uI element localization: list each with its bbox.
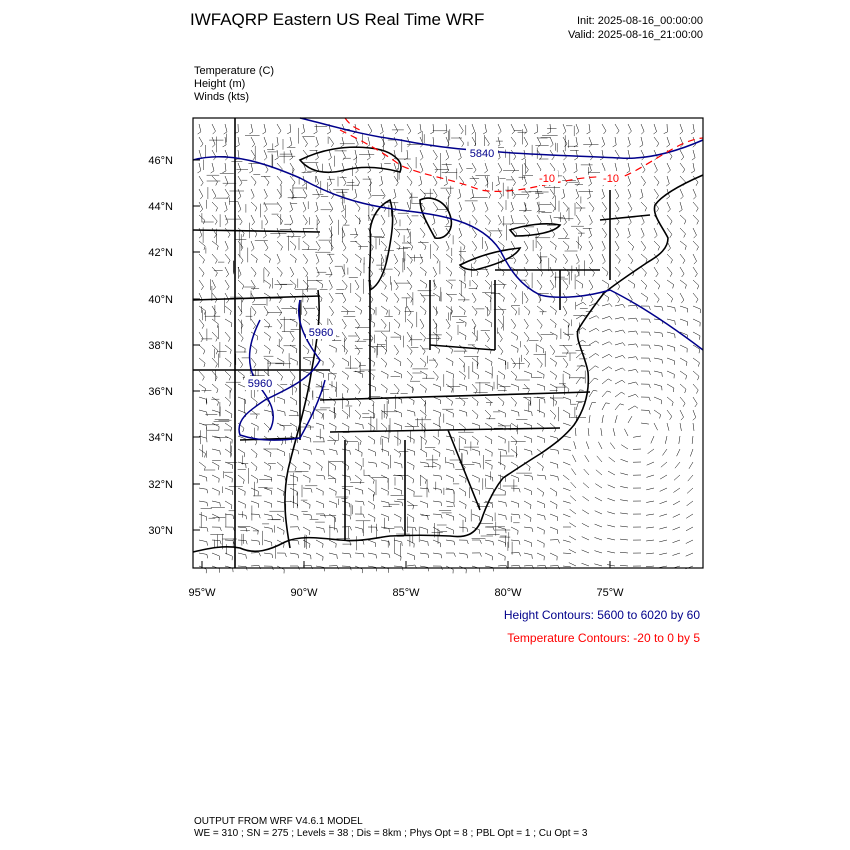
field-height: Height (m): [194, 78, 246, 90]
model-config: WE = 310 ; SN = 275 ; Levels = 38 ; Dis = 8km ; Phys Opt = 8 ; PBL Opt = 1 ; Cu Opt = 3: [194, 828, 588, 839]
lat-label-38: 38°N: [148, 340, 173, 352]
height-contour-5840: [300, 118, 703, 158]
great-lakes-michigan: [369, 200, 392, 290]
lat-label-34: 34°N: [148, 432, 173, 444]
lat-label-46: 46°N: [148, 155, 173, 167]
height-label-5840: 5840: [469, 148, 495, 160]
model-version: OUTPUT FROM WRF V4.6.1 MODEL: [194, 816, 363, 827]
lon-label-95: 95°W: [188, 587, 216, 599]
county-boundary-texture: [201, 125, 601, 559]
lat-label-42: 42°N: [148, 247, 173, 259]
lat-label-30: 30°N: [148, 525, 173, 537]
border-line-2: [235, 118, 610, 568]
height-label-5960-b: 5960: [247, 378, 273, 390]
wind-barbs: [198, 124, 701, 573]
lat-label-44: 44°N: [148, 201, 173, 213]
lat-label-36: 36°N: [148, 386, 173, 398]
latitude-axis: [193, 160, 200, 530]
legend-height-contours: Height Contours: 5600 to 6020 by 60: [503, 608, 700, 622]
valid-time: Valid: 2025-08-16_21:00:00: [568, 29, 703, 41]
lon-label-80: 80°W: [494, 587, 522, 599]
great-lakes-ontario: [510, 224, 560, 236]
longitude-axis: [202, 561, 610, 568]
height-contour-5900: [193, 157, 703, 350]
chart-title: IWFAQRP Eastern US Real Time WRF: [190, 10, 485, 29]
height-label-5960-a: 5960: [308, 327, 334, 339]
temp-contour-minus10-b: [345, 118, 360, 130]
lon-label-75: 75°W: [596, 587, 624, 599]
temp-label-minus10-b: -10: [603, 173, 619, 185]
great-lakes-erie: [460, 248, 520, 270]
border-line-1: [193, 215, 650, 510]
lon-label-85: 85°W: [392, 587, 420, 599]
field-winds: Winds (kts): [194, 91, 249, 103]
wind-barb-field: [198, 124, 701, 573]
atlantic-gulf-coastline: [481, 175, 703, 521]
model-info-footer: [194, 816, 587, 840]
lon-label-90: 90°W: [290, 587, 318, 599]
temperature-contours: [340, 118, 703, 191]
lat-label-40: 40°N: [148, 294, 173, 306]
great-lakes-superior: [300, 147, 401, 172]
field-temperature: Temperature (C): [194, 65, 275, 77]
init-time: Init: 2025-08-16_00:00:00: [577, 15, 703, 27]
county-lines: [201, 125, 601, 559]
lat-label-32: 32°N: [148, 479, 173, 491]
temp-label-minus10-a: -10: [539, 173, 555, 185]
legend-temperature-contours: Temperature Contours: -20 to 0 by 5: [507, 631, 700, 645]
